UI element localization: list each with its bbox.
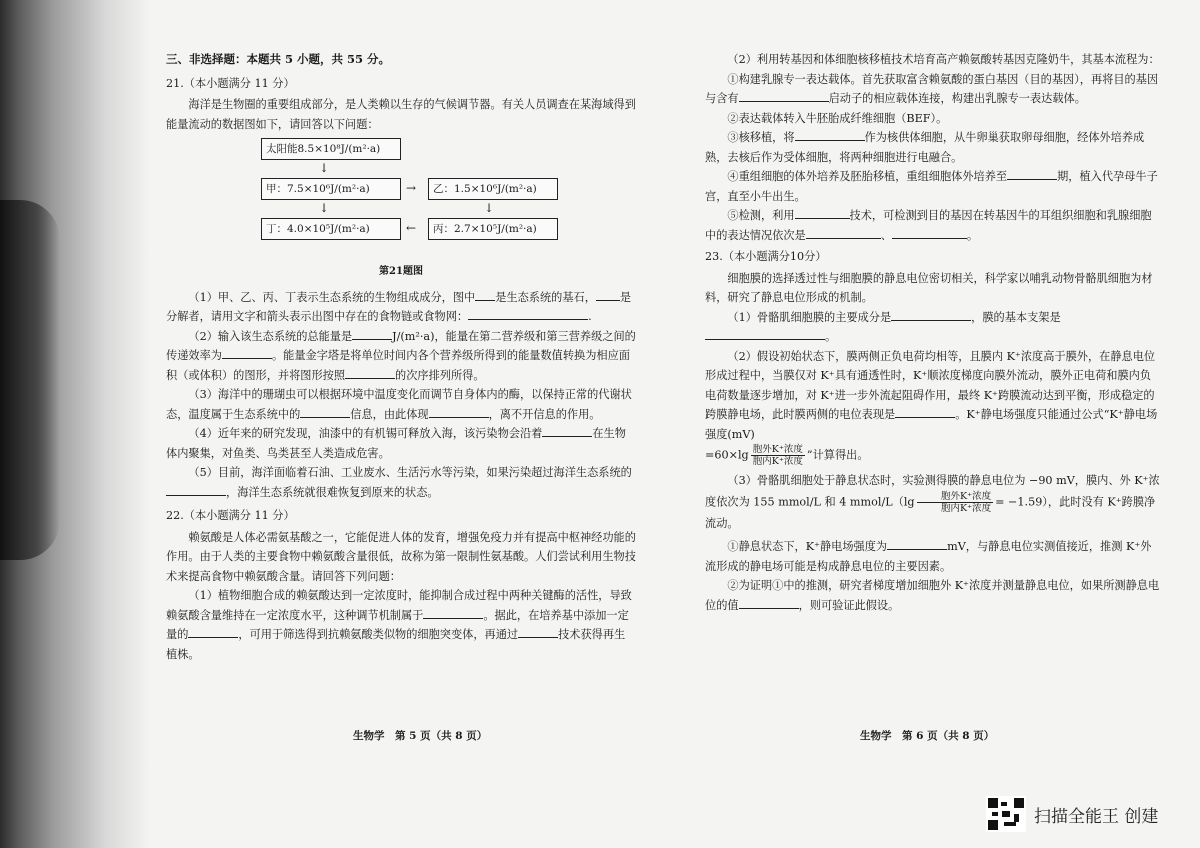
q23-1-text-c: 。 xyxy=(825,330,837,343)
q23-part2 xyxy=(705,347,1160,445)
answer-blank[interactable] xyxy=(596,288,620,301)
q23-part3 xyxy=(705,471,1160,533)
scan-shadow-dark xyxy=(0,200,60,560)
q23-3-2-text-a: ②为证明①中的推测，研究者梯度增加细胞外 K⁺浓度并测量静息电位，如果所测静息电位的值 xyxy=(705,579,1160,612)
q23-1-text-b: ，膜的基本支架是 xyxy=(971,310,1061,324)
yi-box: 乙：1.5×10⁶J/(m²·a) xyxy=(428,178,558,200)
answer-blank[interactable] xyxy=(806,226,881,239)
arrow-left-icon: ← xyxy=(406,221,417,235)
q22-heading: 22.（本小题满分 11 分） xyxy=(166,509,295,522)
page-5 xyxy=(166,50,636,664)
answer-blank[interactable] xyxy=(795,206,850,219)
qr-code-icon xyxy=(986,796,1026,832)
ding-box: 丁：4.0×10⁵J/(m²·a) xyxy=(261,218,401,240)
q21-1-text-a: （1）甲、乙、丙、丁表示生态系统的生物组成成分，图中 xyxy=(188,290,476,304)
answer-blank[interactable] xyxy=(1007,167,1057,180)
q23-intro: 细胞膜的选择透过性与细胞膜的静息电位密切相关，科学家以哺乳动物骨骼肌细胞为材料，研究了静息电位形成的机制。 xyxy=(705,271,1153,304)
q22-part2-heading: （2）利用转基因和体细胞核移植技术培育高产赖氨酸转基因克隆奶牛，其基本流程为： xyxy=(727,53,1160,66)
answer-blank[interactable] xyxy=(795,128,865,141)
q22-step5-text-d: 。 xyxy=(966,228,979,242)
q23-2-text-a: （2）假设初始状态下，膜两侧正负电荷均相等，且膜内 K⁺浓度高于膜外，在静息电位形成过程中，当膜仅对 K⁺具有通透性时，K⁺顺浓度梯度向膜外流动，膜外正电荷和膜内负电荷数量逐步增加，对 K⁺进一步外流起阻碍作用，最终 K⁺跨膜流动达到平衡，形成稳定的跨膜静电场，此时膜两侧的电位表现是 xyxy=(705,349,1156,421)
page-6-footer: 生物学 第 6 页（共 8 页） xyxy=(860,730,995,742)
q21-part4 xyxy=(166,424,636,463)
q22-part1 xyxy=(166,586,636,664)
answer-blank[interactable] xyxy=(222,346,272,359)
q23-formula xyxy=(705,444,1160,467)
formula-suffix: ”计算得出。 xyxy=(806,448,869,462)
q23-3-2-text-b: ，则可验证此假设。 xyxy=(798,598,900,612)
q23-part1 xyxy=(705,308,1160,347)
q22-step1-text-b: 启动子的相应载体连接，构建出乳腺专一表达载体。 xyxy=(828,92,1086,105)
jia-box: 甲：7.5×10⁶J/(m²·a) xyxy=(261,178,401,200)
figure-caption: 第21题图 xyxy=(379,266,423,277)
q21-part1: （1）甲、乙、丙、丁表示生态系统的生物组成成分，图中 是生态系统的基石， 是分解者，请用文字和箭头表示出图中存在的食物链或食物网： . xyxy=(166,288,636,327)
answer-blank[interactable] xyxy=(705,327,825,340)
q21-1-text-b: 是生态系统的基石， xyxy=(495,290,596,304)
q21-heading: 21.（本小题满分 11 分） xyxy=(166,76,295,90)
answer-blank[interactable] xyxy=(468,307,588,320)
answer-blank[interactable] xyxy=(518,625,558,638)
q22-1-text-d: 技术获得再生植株。 xyxy=(166,628,626,661)
q21-intro: 海洋是生物圈的重要组成部分，是人类赖以生存的气候调节器。有关人员调查在某海域得到能量流动的数据图如下，请回答以下问题： xyxy=(166,98,636,131)
fraction-numerator: 胞外K⁺浓度 xyxy=(752,444,803,455)
q21-2-text-b: J/(m²·a)，能量在第二营养级和第三营养级之间的传递效率为 xyxy=(166,329,636,362)
q22-step4-text-b: 期，植入代孕母牛子宫，直至小牛出生。 xyxy=(705,170,1158,203)
q21-3-text-b: 信息，由此体现 xyxy=(350,407,429,421)
answer-blank[interactable] xyxy=(887,537,947,550)
q21-part3 xyxy=(166,385,636,424)
formula-prefix: =60×lg xyxy=(705,448,749,462)
q21-5-text-a: （5）目前，海洋面临着石油、工业废水、生活污水等污染，如果污染超过海洋生态系统的 xyxy=(188,466,632,479)
q21-part5 xyxy=(166,463,636,502)
answer-blank[interactable] xyxy=(345,366,395,379)
q22-step4 xyxy=(705,167,1160,206)
q22-intro: 赖氨酸是人体必需氨基酸之一，它能促进人体的发育，增强免疫力并有提高中枢神经功能的作用。由于人类的主要食物中赖氨酸含量很低，故称为第一限制性氨基酸。人们尝试利用生物技术来提高食物中赖氨酸含量。请回答下列问题： xyxy=(166,530,636,583)
q22-1-text-a: （1）植物细胞合成的赖氨酸达到一定浓度时，能抑制合成过程中两种关键酶的活性，导致赖氨酸含量维持在一定浓度水平，这种调节机制属于 xyxy=(166,589,632,622)
scanner-watermark xyxy=(986,796,1158,832)
section-title: 三、非选择题：本题共 5 小题，共 55 分。 xyxy=(166,52,391,66)
q21-3-text-c: ，离不开信息的作用。 xyxy=(488,407,601,421)
answer-blank[interactable] xyxy=(429,405,489,418)
q22-step5-text-c: 、 xyxy=(880,228,892,242)
q23-part3-item1 xyxy=(705,537,1160,576)
q22-step5-text-a: ⑤检测，利用 xyxy=(727,209,795,222)
q21-2-text-d: 的次序排列所得。 xyxy=(395,368,485,382)
q23-3-text-a: （3）骨骼肌细胞处于静息状态时，实验测得膜的静息电位为 −90 mV，膜内、外 K⁺浓度依次为 155 mmol/L 和 4 mmol/L（lg xyxy=(705,474,1160,508)
arrow-down-icon: ↓ xyxy=(319,161,330,175)
q23-3-1-text-a: ①静息状态下，K⁺静电场强度为 xyxy=(727,540,888,553)
answer-blank[interactable] xyxy=(739,89,829,102)
bing-box: 丙：2.7×10⁵J/(m²·a) xyxy=(428,218,558,240)
q23-2-text-b: 。K⁺静电场强度只能通过公式“K⁺静电场强度(mV) xyxy=(705,408,1158,441)
q21-4-text-b: 在生物体内聚集，对鱼类、鸟类甚至人类造成危害。 xyxy=(166,427,626,460)
q22-step5 xyxy=(705,206,1160,245)
page-5-footer: 生物学 第 5 页（共 8 页） xyxy=(353,730,488,742)
q22-step3-text-a: ③核移植，将 xyxy=(727,131,795,144)
q21-1-text-c: 是分解者，请用文字和箭头表示出图中存在的食物链或食物网： xyxy=(166,290,632,323)
q23-part3-item2 xyxy=(705,576,1160,615)
answer-blank[interactable] xyxy=(300,405,350,418)
answer-blank[interactable] xyxy=(475,288,495,301)
q22-1-text-b: 。据此，在培养基中添加一定量的 xyxy=(166,608,629,641)
q21-3-text-a: （3）海洋中的珊瑚虫可以根据环境中温度变化而调节自身体内的酶，以保持正常的代谢状态，温度属于生态系统中的 xyxy=(166,388,632,421)
arrow-right-icon: → xyxy=(406,181,417,195)
q22-1-text-c: ，可用于筛选得到抗赖氨酸类似物的细胞突变体，再通过 xyxy=(238,628,519,641)
q21-4-text-a: （4）近年来的研究发现，油漆中的有机锡可释放入海，该污染物会沿着 xyxy=(188,427,543,440)
concentration-fraction xyxy=(751,444,805,467)
q23-heading: 23.（本小题满分10分） xyxy=(705,250,827,263)
q23-3-1-text-b: mV，与静息电位实测值接近，推测 K⁺外流形成的静电场可能是构成静息电位的主要因素。 xyxy=(705,540,1152,573)
q22-step1-text-a: ①构建乳腺专一表达载体。首先获取富含赖氨酸的蛋白基因（目的基因），再将目的基因与含有 xyxy=(705,72,1159,105)
answer-blank[interactable] xyxy=(352,327,392,340)
fraction-denominator: 胞内K⁺浓度 xyxy=(752,456,803,467)
sun-box: 太阳能8.5×10⁸J/(m²·a) xyxy=(261,138,401,160)
answer-blank[interactable] xyxy=(423,606,483,619)
q22-step2: ②表达载体转入牛胚胎成纤维细胞（BEF）。 xyxy=(727,111,948,125)
answer-blank[interactable] xyxy=(188,625,238,638)
answer-blank[interactable] xyxy=(891,308,971,321)
fraction-numerator: 胞外K⁺浓度 xyxy=(917,491,994,503)
answer-blank[interactable] xyxy=(739,596,799,609)
energy-flow-diagram xyxy=(166,138,636,256)
q23-1-text-a: （1）骨骼肌细胞膜的主要成分是 xyxy=(727,310,892,324)
answer-blank[interactable] xyxy=(892,226,967,239)
answer-blank[interactable] xyxy=(542,424,592,437)
fraction-denominator: 胞内K⁺浓度 xyxy=(940,502,992,514)
q22-step1 xyxy=(705,70,1160,109)
watermark-text: 扫描全能王 创建 xyxy=(1034,806,1159,827)
answer-blank[interactable] xyxy=(166,483,226,496)
q22-step3 xyxy=(705,128,1160,167)
page-6 xyxy=(705,50,1160,615)
answer-blank[interactable] xyxy=(895,405,955,418)
q22-step4-text-a: ④重组细胞的体外培养及胚胎移植，重组细胞体外培养至 xyxy=(727,170,1008,183)
q23-3-text-b: = −1.59），此时没有 K⁺跨膜净流动。 xyxy=(705,495,1156,530)
q21-5-text-b: ，海洋生态系统就很难恢复到原来的状态。 xyxy=(226,485,439,499)
q21-2-text-c: 。能量金字塔是将单位时间内各个营养级所得到的能量数值转换为相应面积（或体积）的图形，并将图形按照 xyxy=(166,349,630,382)
q21-part2 xyxy=(166,327,636,386)
q22-step3-text-b: 作为核供体细胞，从牛卵巢获取卵母细胞，经体外培养成熟，去核后作为受体细胞，将两种细胞进行电融合。 xyxy=(705,131,1145,164)
arrow-down-icon: ↓ xyxy=(319,201,330,215)
concentration-fraction xyxy=(917,491,994,514)
q22-step5-text-b: 技术，可检测到目的基因在转基因牛的耳组织细胞和乳腺细胞中的表达情况依次是 xyxy=(705,209,1152,242)
q21-2-text-a: （2）输入该生态系统的总能量是 xyxy=(188,329,353,343)
arrow-down-icon: ↓ xyxy=(484,201,495,215)
